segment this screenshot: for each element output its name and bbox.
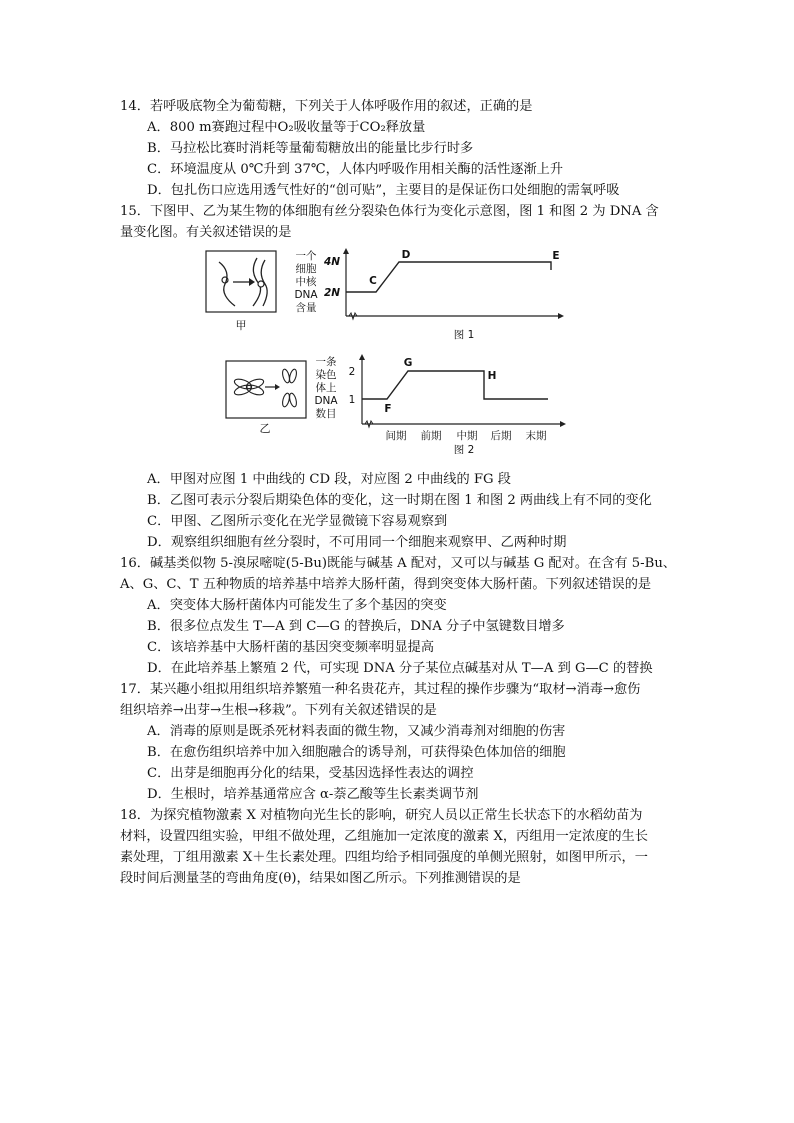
fig2-xtick-metaphase: 中期: [456, 430, 478, 442]
q16-stem-line1: 16．碱基类似物 5-溴尿嘧啶(5-Bu)既能与碱基 A 配对，又可以与碱基 G 配对。在含有 5-Bu、: [120, 556, 676, 571]
q18-stem-line4: 段时间后测量茎的弯曲角度(θ)，结果如图乙所示。下列推测错误的是: [120, 871, 521, 886]
fig2-point-g: G: [403, 357, 413, 369]
fig2-ylabel-1: 一条: [315, 356, 337, 368]
q16-option-d: D．在此培养基上繁殖 2 代，可实现 DNA 分子某位点碱基对从 T—A 到 G—C 的替换: [147, 661, 653, 676]
q16-option-b: B．很多位点发生 T—A 到 C—G 的替换后，DNA 分子中氢键数目增多: [147, 619, 565, 634]
fig2-ylabel-3: 体上: [315, 382, 337, 394]
q15-option-b: B．乙图可表示分裂后期染色体的变化，这一时期在图 1 和图 2 两曲线上有不同的变化: [147, 493, 652, 508]
fig1-point-e: E: [552, 250, 560, 262]
figure-2-chart: [312, 352, 572, 458]
fig2-xtick-anaphase: 后期: [490, 430, 512, 442]
figure-yi: [225, 360, 310, 439]
q15-option-c: C．甲图、乙图所示变化在光学显微镜下容易观察到: [147, 514, 448, 529]
fig2-ytick-2: 2: [348, 366, 356, 378]
q18-stem-line3: 素处理，丁组用激素 X＋生长素处理。四组均给予相同强度的单侧光照射，如图甲所示，一: [120, 850, 648, 865]
fig2-caption: 图 2: [453, 444, 475, 454]
q17-option-c: C．出芽是细胞再分化的结果，受基因选择性表达的调控: [147, 766, 474, 781]
q17-stem-line1: 17．某兴趣小组拟用组织培养繁殖一种名贵花卉，其过程的操作步骤为“取材→消毒→愈伤: [120, 682, 641, 697]
q14-option-d: D．包扎伤口应选用透气性好的“创可贴”，主要目的是保证伤口处细胞的需氧呼吸: [147, 183, 620, 198]
q15-stem-line2: 量变化图。有关叙述错误的是: [120, 225, 292, 240]
q17-option-d: D．生根时，培养基通常应含 α-萘乙酸等生长素类调节剂: [147, 787, 479, 802]
fig2-xtick-telophase: 末期: [525, 430, 547, 442]
q16-stem-line2: A、G、C、T 五种物质的培养基中培养大肠杆菌，得到突变体大肠杆菌。下列叙述错误的是: [120, 577, 652, 592]
q18-stem-line1: 18．为探究植物激素 X 对植物向光生长的影响，研究人员以正常生长状态下的水稻幼苗为: [120, 808, 643, 823]
fig2-ylabel-2: 染色: [315, 369, 337, 381]
fig2-ytick-1: 1: [348, 394, 356, 406]
fig1-ytick-4n: 4N: [323, 256, 341, 268]
q17-stem-line2: 组织培养→出芽→生根→移栽”。下列有关叙述错误的是: [120, 703, 437, 718]
fig1-ylabel-2: 细胞: [295, 263, 317, 275]
fig2-xtick-prophase: 前期: [420, 430, 442, 442]
fig2-point-f: F: [384, 403, 392, 415]
fig1-ylabel-1: 一个: [295, 250, 317, 262]
fig1-ylabel-5: 含量: [295, 302, 317, 314]
figure-yi-label: 乙: [259, 422, 271, 435]
q16-option-c: C．该培养基中大肠杆菌的基因突变频率明显提高: [147, 640, 435, 655]
fig1-caption: 图 1: [453, 329, 475, 341]
q14-option-b: B．马拉松比赛时消耗等量葡萄糖放出的能量比步行时多: [147, 141, 474, 156]
fig1-ylabel-3: 中核: [295, 276, 317, 288]
q14-option-a: A．800 m赛跑过程中O₂吸收量等于CO₂释放量: [147, 120, 426, 135]
figure-jia-label: 甲: [235, 319, 247, 332]
fig2-ylabel-4: DNA: [314, 395, 338, 407]
figure-jia: [205, 250, 280, 336]
q17-option-a: A．消毒的原则是既杀死材料表面的微生物，又减少消毒剂对细胞的伤害: [147, 724, 566, 739]
fig2-ylabel-5: 数目: [315, 408, 337, 420]
figure-1-chart: [286, 246, 576, 348]
fig2-point-h: H: [487, 370, 497, 382]
fig1-point-d: D: [401, 249, 411, 261]
fig1-point-c: C: [369, 275, 377, 287]
q14-stem: 14．若呼吸底物全为葡萄糖，下列关于人体呼吸作用的叙述，正确的是: [120, 99, 533, 114]
fig1-ytick-2n: 2N: [323, 287, 341, 299]
q14-option-c: C．环境温度从 0℃升到 37℃，人体内呼吸作用相关酶的活性逐渐上升: [147, 162, 564, 177]
q16-option-a: A．突变体大肠杆菌体内可能发生了多个基因的突变: [147, 598, 447, 613]
q18-stem-line2: 材料，设置四组实验，甲组不做处理，乙组施加一定浓度的激素 X，丙组用一定浓度的生长: [120, 829, 648, 844]
fig2-xtick-interphase: 间期: [385, 430, 407, 442]
fig1-ylabel-4: DNA: [294, 289, 318, 301]
q15-option-a: A．甲图对应图 1 中曲线的 CD 段，对应图 2 中曲线的 FG 段: [147, 472, 511, 487]
q17-option-b: B．在愈伤组织培养中加入细胞融合的诱导剂，可获得染色体加倍的细胞: [147, 745, 566, 760]
q15-stem-line1: 15．下图甲、乙为某生物的体细胞有丝分裂染色体行为变化示意图，图 1 和图 2 为 DNA 含: [120, 204, 659, 219]
q15-option-d: D．观察组织细胞有丝分裂时，不可用同一个细胞来观察甲、乙两种时期: [147, 535, 567, 550]
